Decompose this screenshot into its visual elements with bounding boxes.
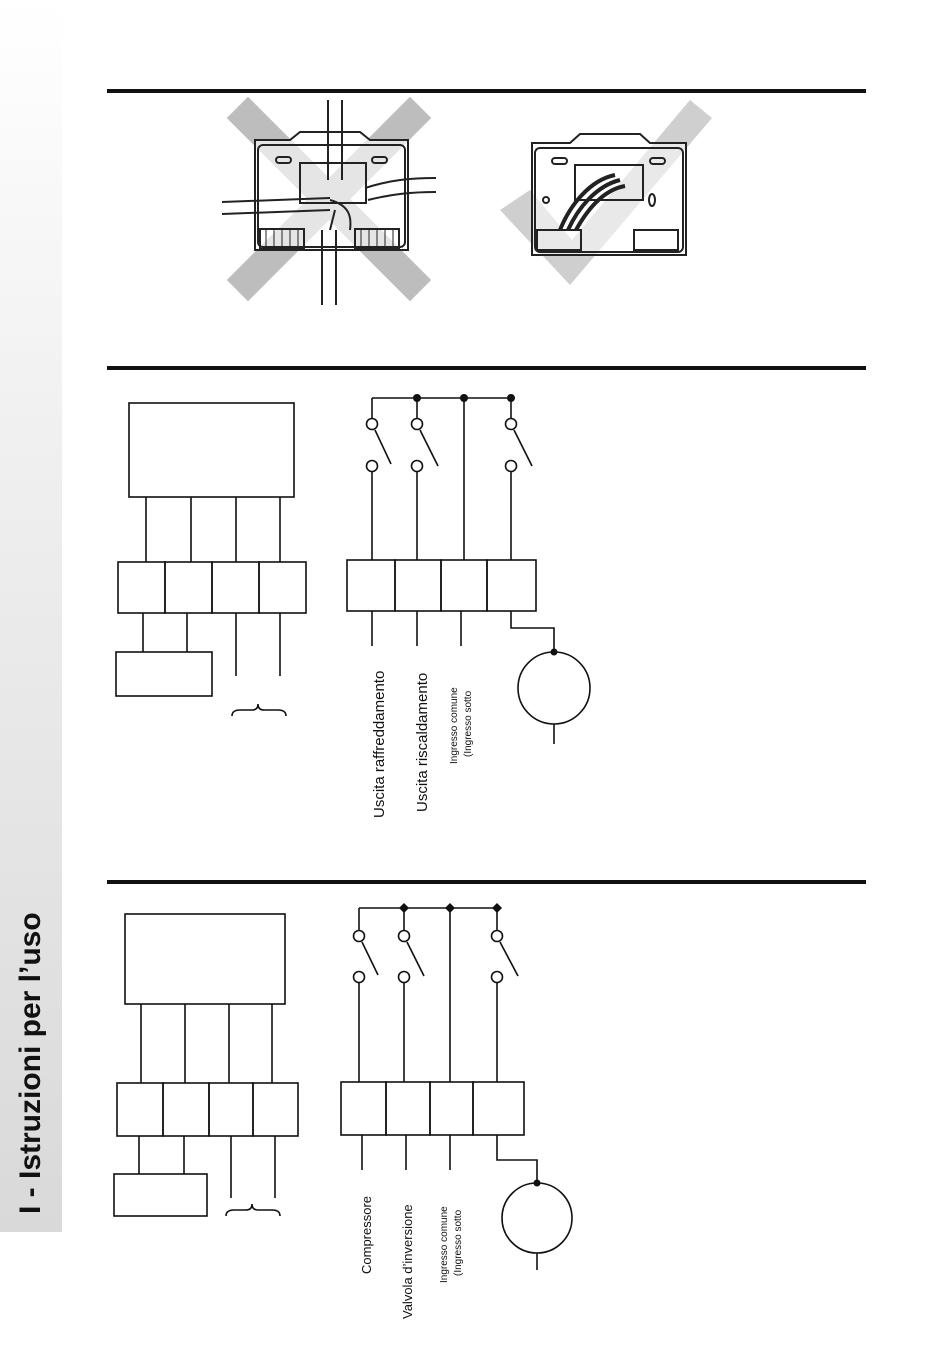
label-common-input-sub: (Ingresso sotto bbox=[453, 1209, 464, 1276]
section-title: I - Istruzioni per l’uso bbox=[14, 912, 47, 1214]
thermostat-base-correct-icon bbox=[532, 134, 686, 255]
motor-circle bbox=[518, 652, 590, 724]
power-supply-box bbox=[116, 652, 212, 696]
label-common-input-sub: (Ingresso sotto bbox=[463, 690, 474, 757]
junction-dot bbox=[492, 903, 502, 913]
junction-dot bbox=[399, 903, 409, 913]
switch-contacts bbox=[354, 931, 503, 983]
diagram-1-labels bbox=[371, 671, 474, 818]
label-common-input: Ingresso comune bbox=[439, 1206, 450, 1283]
junction-dot bbox=[507, 394, 515, 402]
label-heating-output: Uscita riscaldamento bbox=[414, 672, 431, 812]
terminal-block-right bbox=[341, 1082, 524, 1135]
switch-contacts bbox=[367, 419, 517, 472]
terminal-block-left bbox=[117, 1083, 298, 1136]
bracket-icon bbox=[232, 704, 286, 716]
wiring-diagram-2 bbox=[114, 903, 572, 1270]
power-supply-box bbox=[114, 1174, 207, 1216]
label-reversing-valve: Valvola d’inversione bbox=[400, 1204, 415, 1319]
bracket-icon bbox=[226, 1204, 280, 1216]
junction-dot bbox=[445, 903, 455, 913]
control-box bbox=[129, 403, 294, 497]
label-cooling-output: Uscita raffreddamento bbox=[371, 670, 388, 818]
label-common-input: Ingresso comune bbox=[449, 687, 460, 764]
wiring-diagram-1 bbox=[116, 394, 590, 744]
junction-dot bbox=[413, 394, 421, 402]
motor-circle bbox=[502, 1183, 572, 1253]
junction-dot bbox=[460, 394, 468, 402]
terminal-block-left bbox=[118, 562, 306, 613]
label-compressor: Compressore bbox=[359, 1195, 374, 1274]
control-box bbox=[125, 914, 285, 1004]
correct-mounting-illustration bbox=[500, 100, 712, 285]
wrong-mounting-illustration bbox=[222, 100, 436, 305]
diagram-2-labels bbox=[359, 1196, 464, 1319]
terminal-block-right bbox=[347, 560, 536, 611]
